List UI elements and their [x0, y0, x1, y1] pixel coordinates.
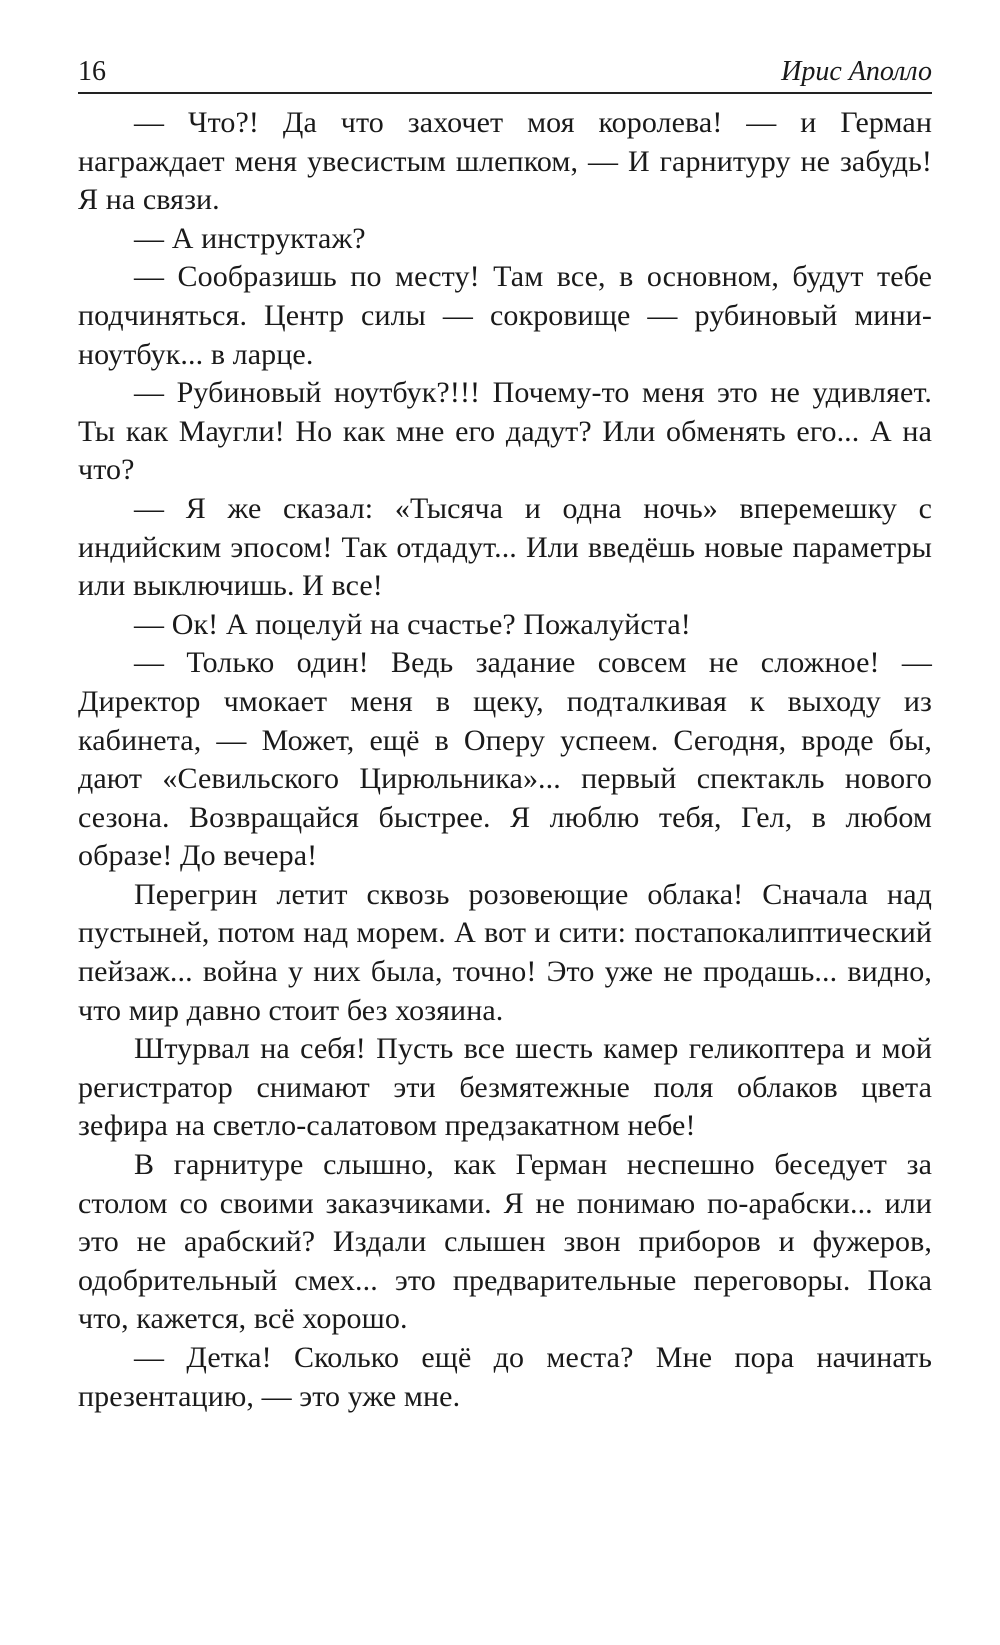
paragraph: — Ок! А поцелуй на счастье? Пожалуйста! — [134, 607, 691, 641]
paragraph: — Только один! Ведь задание совсем не сложное! — Директор чмокает меня в щеку, подталкивая к выходу из кабинета, — Может, ещё в Оперу успеем. Сегодня, вроде бы, дают «Севильского Цирюльника»... первый спектакль нового сезона. Возвращайся быстрее. Я люблю тебя, Гел, в любом образе! До вечера! — [78, 646, 932, 873]
paragraph: — Сообразишь по месту! Там все, в основном, будут тебе подчиняться. Центр силы — сокровище — рубиновый мини-ноутбук... в ларце. — [78, 260, 932, 371]
book-page — [78, 40, 932, 1625]
paragraph: — Детка! Сколько ещё до места? Мне пора начинать презентацию, — это уже мне. — [78, 1341, 932, 1413]
text-body — [78, 104, 932, 1416]
page-number: 16 — [78, 56, 106, 87]
paragraph: — Что?! Да что захочет моя королева! — и Герман награждает меня увесистым шлепком, — И гарнитуру не забудь! Я на связи. — [78, 106, 932, 217]
paragraph: Перегрин летит сквозь розовеющие облака! Сначала над пустыней, потом над морем. А вот и сити: постапокалиптический пейзаж... война у них была, точно! Это уже не продашь... видно, что мир давно стоит без хозяина. — [78, 877, 932, 1027]
paragraph: — Я же сказал: «Тысяча и одна ночь» вперемешку с индийским эпосом! Так отдадут... Или введёшь новые параметры или выключишь. И все! — [78, 491, 932, 603]
running-head — [78, 40, 932, 94]
paragraph: — А инструктаж? — [134, 221, 366, 255]
paragraph: Штурвал на себя! Пусть все шесть камер геликоптера и мой регистратор снимают эти безмятежные поля облаков цвета зефира на светло-салатовом предзакатном небе! — [78, 1032, 932, 1143]
running-head-author: Ирис Аполло — [781, 56, 932, 87]
paragraph: — Рубиновый ноутбук?!!! Почему-то меня это не удивляет. Ты как Маугли! Но как мне его дадут? Или обменять его... А на что? — [78, 376, 932, 487]
paragraph: В гарнитуре слышно, как Герман неспешно беседует за столом со своими заказчиками. Я не понимаю по-арабски... или это не арабский? Издали слышен звон приборов и фужеров, одобрительный смех... это предварительные переговоры. Пока что, кажется, всё хорошо. — [78, 1148, 932, 1336]
